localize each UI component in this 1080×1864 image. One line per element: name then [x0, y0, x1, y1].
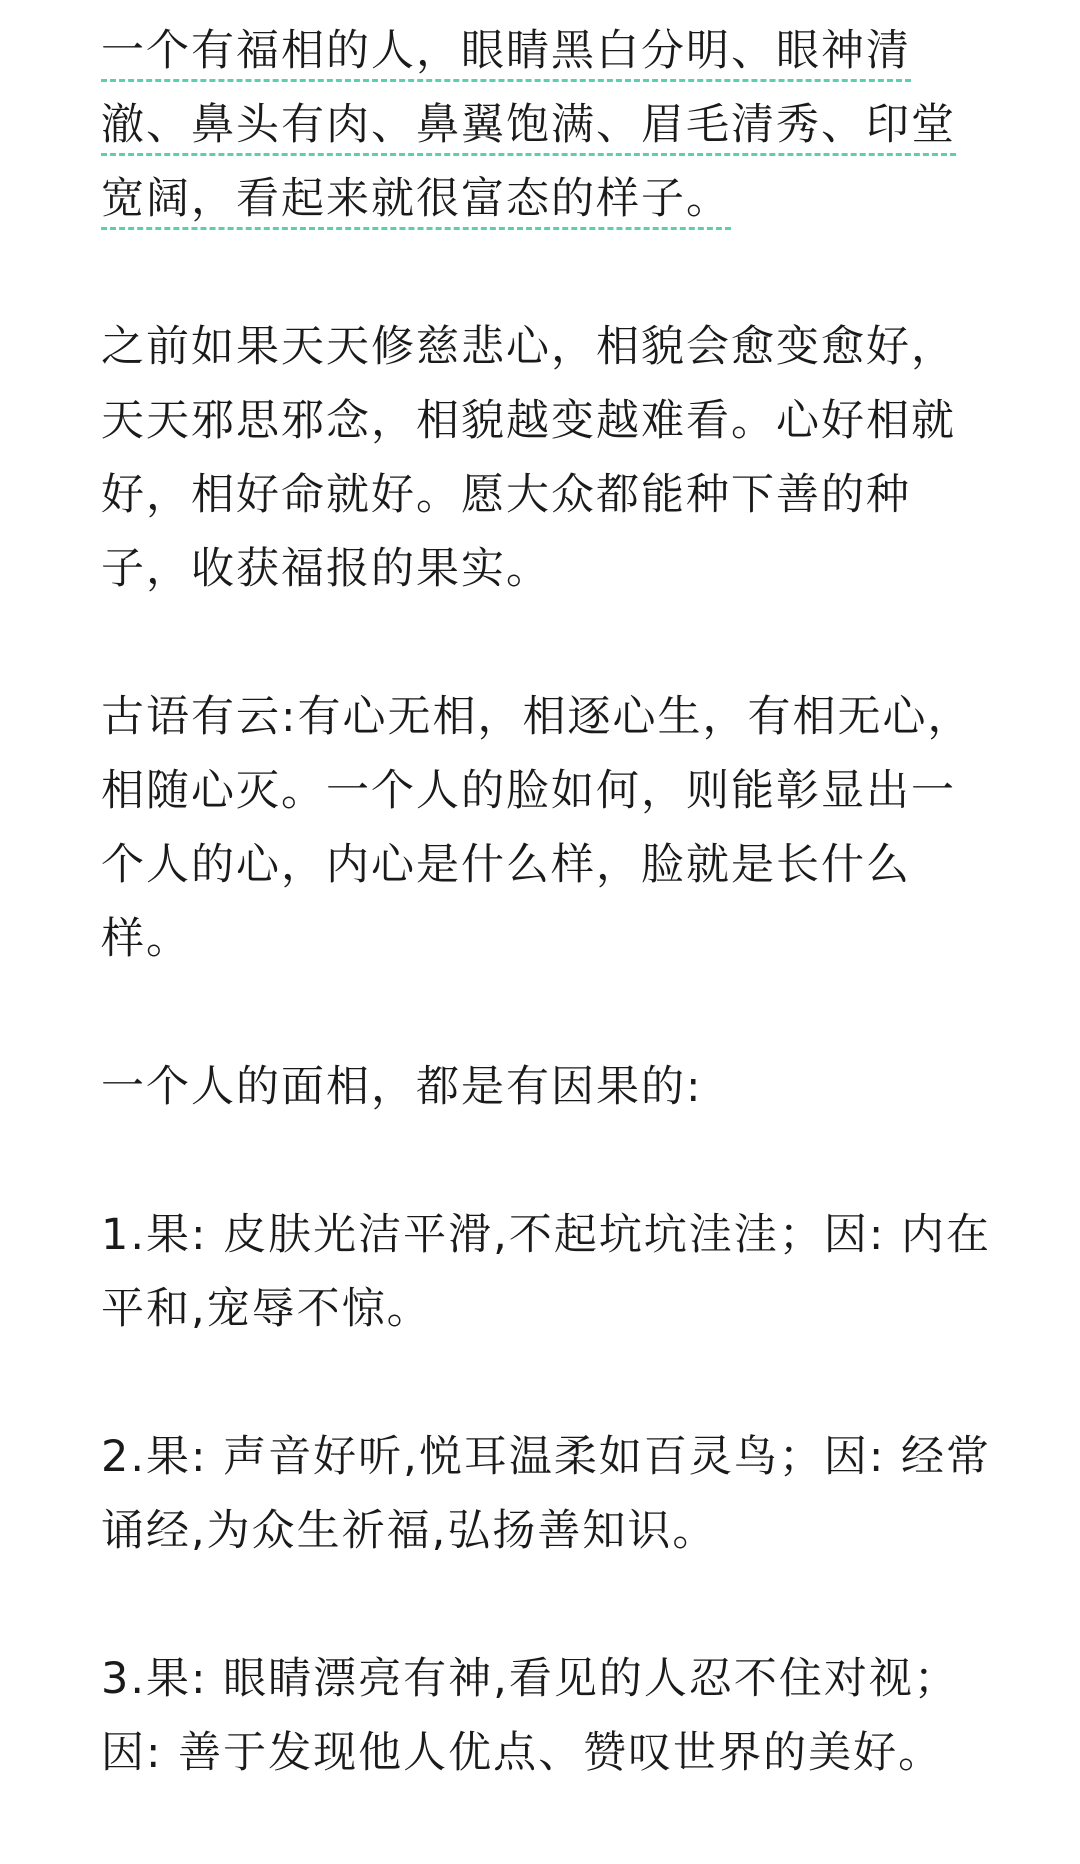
paragraph-1: [101, 14, 1001, 236]
text-line: 天天邪思邪念，相貌越变越难看。心好相就: [101, 396, 956, 446]
paragraph-7: [101, 1642, 1001, 1790]
paragraph-5: [101, 1198, 1001, 1346]
text-line: 1.果: 皮肤光洁平滑,不起坑坑洼洼；因: 内在: [101, 1210, 992, 1260]
highlighted-text[interactable]: 宽阔，看起来就很富态的样子。: [101, 174, 731, 224]
paragraph-6: [101, 1420, 1001, 1568]
highlighted-line[interactable]: 一个有福相的人，眼睛黑白分明、眼神清: [101, 26, 911, 76]
text-line: 3.果: 眼睛漂亮有神,看见的人忍不住对视；: [101, 1654, 959, 1704]
text-line: 相随心灭。一个人的脸如何，则能彰显出一: [101, 766, 956, 816]
text-line: 个人的心，内心是什么样，脸就是长什么: [101, 840, 911, 890]
text-line: 样。: [101, 914, 191, 964]
article-body: [101, 14, 1001, 1864]
text-line: 诵经,为众生祈福,弘扬善知识。: [101, 1506, 718, 1556]
text-line: 2.果: 声音好听,悦耳温柔如百灵鸟；因: 经常: [101, 1432, 992, 1482]
paragraph-2: [101, 310, 1001, 606]
text-line: 之前如果天天修慈悲心，相貌会愈变愈好，: [101, 322, 956, 372]
text-line: 一个人的面相，都是有因果的:: [101, 1062, 703, 1112]
text-line: 子，收获福报的果实。: [101, 544, 551, 594]
highlighted-line[interactable]: 澈、鼻头有肉、鼻翼饱满、眉毛清秀、印堂: [101, 100, 956, 150]
paragraph-3: [101, 680, 1001, 976]
text-line: 因: 善于发现他人优点、赞叹世界的美好。: [101, 1728, 944, 1778]
highlighted-line[interactable]: [101, 162, 1001, 236]
text-line: 古语有云:有心无相，相逐心生，有相无心，: [101, 692, 973, 742]
text-line: 平和,宠辱不惊。: [101, 1284, 432, 1334]
text-line: 好，相好命就好。愿大众都能种下善的种: [101, 470, 911, 520]
paragraph-4: [101, 1050, 1001, 1124]
